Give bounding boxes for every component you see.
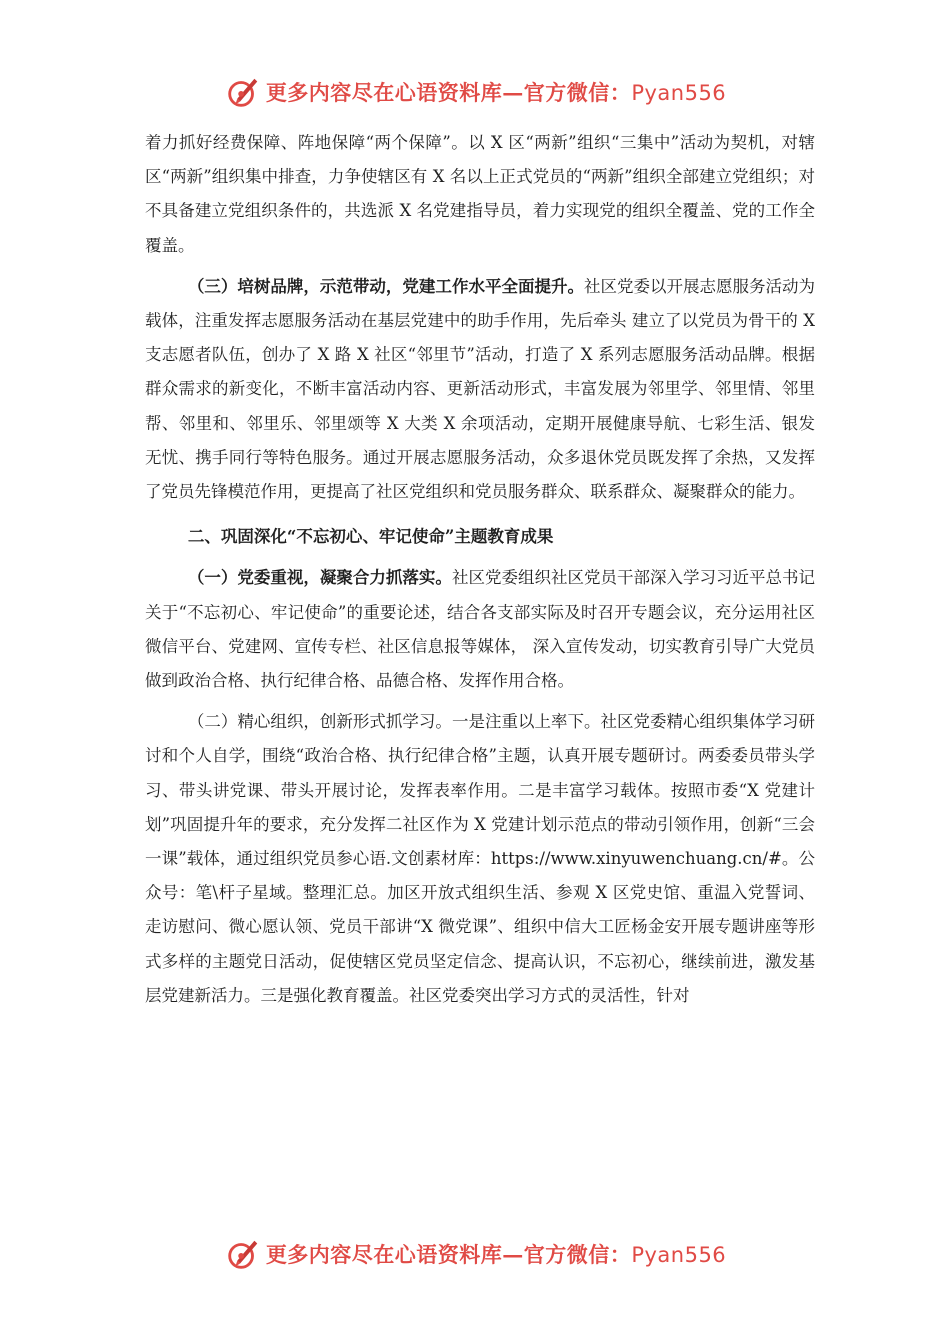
section-heading: 二、巩固深化“不忘初心、牢记使命”主题教育成果 bbox=[187, 527, 554, 547]
paragraph-lead: （一）党委重视，凝聚合力抓落实。 bbox=[187, 568, 452, 588]
paragraph-lead: （三）培树品牌，示范带动，党建工作水平全面提升。 bbox=[187, 276, 584, 296]
footer-banner bbox=[0, 1232, 950, 1276]
document-body bbox=[145, 126, 815, 1013]
paragraph-branding bbox=[145, 270, 815, 509]
paragraph-party-committee bbox=[145, 561, 815, 698]
banner-text: 更多内容尽在心语资料库—官方微信：Pyan556 bbox=[265, 80, 727, 105]
paragraph-study: （二）精心组织，创新形式抓学习。一是注重以上率下。社区党委精心组织集体学习研讨和个人自学，围绕“政治合格、执行纪律合格”主题，认真开展专题研讨。两委委员带头学习、带头讲党课、带头开展讨论，发挥表率作用。二是丰富学习载体。按照市委“X 党建计划”巩固提升年的要求，充分发挥二社区作为 X 党建计划示范点的带动引领作用，创新“三会一课”载体，通过组织党员参心语.文创素材库：https://www.xinyuwenchuang.cn/#。公众号：笔\杆子星域。整理汇总。加区开放式组织生活、参观 X 区党史馆、重温入党誓词、走访慰问、微心愿认领、党员干部讲“X 微党课”、组织中信大工匠杨金安开展专题讲座等形式多样的主题党日活动，促使辖区党员坚定信念、提高认识，不忘初心，继续前进，激发基层党建新活力。三是强化教育覆盖。社区党委突出学习方式的灵活性，针对 bbox=[145, 712, 815, 1005]
paragraph: 着力抓好经费保障、阵地保障“两个保障”。以 X 区“两新”组织“三集中”活动为契机，对辖区“两新”组织集中排查，力争使辖区有 X 名以上正式党员的“两新”组织全部建立党组织；对不具备建立党组织条件的，共选派 X 名党建指导员，着力实现党的组织全覆盖、党的工作全覆盖。 bbox=[145, 133, 815, 255]
pen-logo-icon bbox=[224, 1235, 262, 1273]
paragraph-body: 社区党委以开展志愿服务活动为载体，注重发挥志愿服务活动在基层党建中的助手作用，先后牵头 建立了以党员为骨干的 X 支志愿者队伍，创办了 X 路 X 社区“邻里节”活动，打造了 X 系列志愿服务活动品牌。根据群众需求的新变化，不断丰富活动内容、更新活动形式，丰富发展为邻里学、邻里情、邻里帮、邻里和、邻里乐、邻里颂等 X 大类 X 余项活动，定期开展健康导航、七彩生活、银发无忧、携手同行等特色服务。通过开展志愿服务活动，众多退休党员既发挥了余热，又发挥了党员先锋模范作用，更提高了社区党组织和党员服务群众、联系群众、凝聚群众的能力。 bbox=[145, 276, 816, 502]
banner-text: 更多内容尽在心语资料库—官方微信：Pyan556 bbox=[265, 1242, 727, 1267]
header-banner bbox=[0, 70, 950, 114]
pen-logo-icon bbox=[224, 73, 262, 111]
paragraph-body: 社区党委组织社区党员干部深入学习习近平总书记关于“不忘初心、牢记使命”的重要论述，结合各支部实际及时召开专题会议，充分运用社区微信平台、党建网、宣传专栏、社区信息报等媒体， 深入宣传发动，切实教育引导广大党员做到政治合格、执行纪律合格、品德合格、发挥作用合格。 bbox=[145, 568, 816, 691]
